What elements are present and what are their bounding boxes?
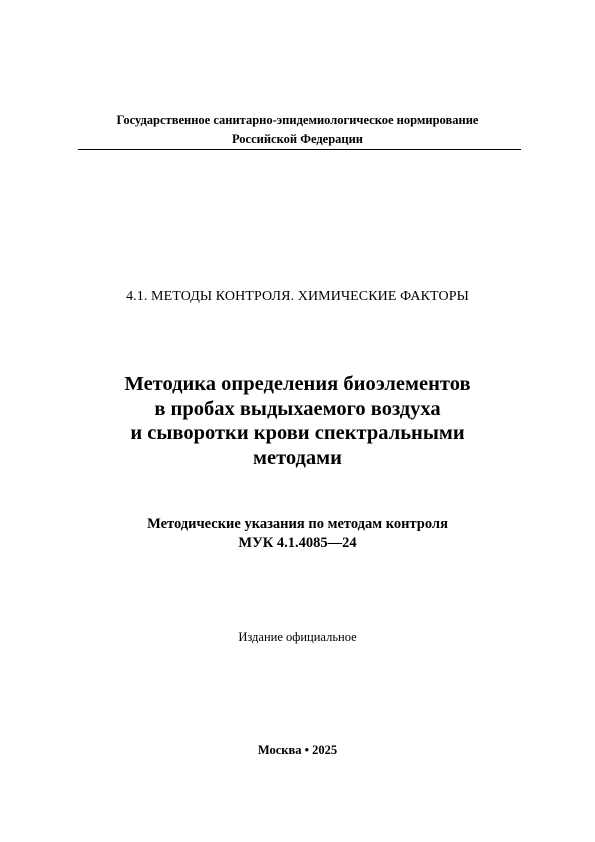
issuer-header xyxy=(0,111,595,149)
edition-note: Издание официальное xyxy=(238,630,357,644)
title-line-4: методами xyxy=(253,446,342,469)
subtitle-line-1: Методические указания по методам контроля xyxy=(147,516,448,532)
title-line-3: и сыворотки крови спектральными xyxy=(130,422,465,444)
section-heading: 4.1. МЕТОДЫ КОНТРОЛЯ. ХИМИЧЕСКИЕ ФАКТОРЫ xyxy=(126,289,469,304)
document-title xyxy=(0,372,595,470)
imprint-place-year: Москва • 2025 xyxy=(257,743,338,757)
title-line-1: Методика определения биоэлементов xyxy=(124,373,471,395)
document-subtitle xyxy=(0,515,595,552)
document-code: МУК 4.1.4085—24 xyxy=(238,534,357,551)
header-divider xyxy=(78,149,521,150)
title-line-2: в пробах выдыхаемого воздуха xyxy=(154,397,441,420)
issuer-line-1: Государственное санитарно-эпидемиологическое нормирование xyxy=(116,113,479,127)
issuer-line-2: Российской Федерации xyxy=(231,132,364,146)
